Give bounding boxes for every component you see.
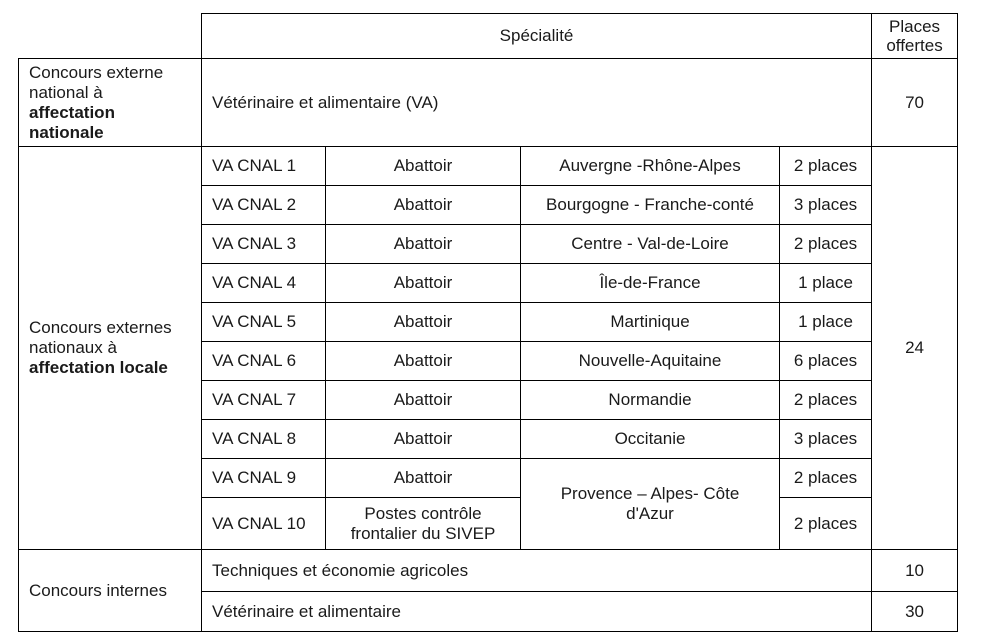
post-code: VA CNAL 3: [202, 225, 326, 264]
post-region: Martinique: [521, 303, 780, 342]
internal-label: Concours internes: [19, 550, 202, 632]
post-code: VA CNAL 4: [202, 264, 326, 303]
post-code: VA CNAL 10: [202, 498, 326, 550]
external-local-total-places: 24: [872, 147, 958, 550]
post-region: Nouvelle-Aquitaine: [521, 342, 780, 381]
post-region: Occitanie: [521, 420, 780, 459]
places-header: [872, 14, 958, 59]
shared-region-cell: [521, 459, 780, 550]
post-region: Bourgogne - Franche-conté: [521, 186, 780, 225]
post-region: Île-de-France: [521, 264, 780, 303]
shared-region-line1: Provence – Alpes- Côte: [560, 484, 740, 503]
post-places: 3 places: [780, 420, 872, 459]
internal-places: 10: [872, 550, 958, 592]
post-type: Abattoir: [326, 381, 521, 420]
post-code: VA CNAL 2: [202, 186, 326, 225]
external-local-label-line2: nationaux à: [29, 338, 117, 357]
post-places: 2 places: [780, 225, 872, 264]
external-national-label-bold1: affectation: [29, 102, 115, 122]
post-type: Abattoir: [326, 459, 521, 498]
external-national-row: [19, 59, 958, 147]
post-code: VA CNAL 8: [202, 420, 326, 459]
internal-row: [19, 550, 958, 592]
post-type: [326, 498, 521, 550]
internal-places: 30: [872, 592, 958, 632]
post-code: VA CNAL 5: [202, 303, 326, 342]
external-national-label-line1: Concours externe: [29, 62, 164, 82]
post-type: Abattoir: [326, 264, 521, 303]
post-places: 6 places: [780, 342, 872, 381]
post-places: 1 place: [780, 264, 872, 303]
places-header-line1: Places: [889, 17, 941, 36]
external-national-speciality: Vétérinaire et alimentaire (VA): [202, 59, 872, 147]
post-type: Abattoir: [326, 186, 521, 225]
external-national-label-bold2: nationale: [29, 122, 104, 142]
post-region: Auvergne -Rhône-Alpes: [521, 147, 780, 186]
post-type: Abattoir: [326, 303, 521, 342]
post-type: Abattoir: [326, 147, 521, 186]
external-local-label-bold: affectation locale: [29, 358, 168, 377]
post-places: 2 places: [780, 498, 872, 550]
post-code: VA CNAL 7: [202, 381, 326, 420]
post-code: VA CNAL 1: [202, 147, 326, 186]
post-type: Abattoir: [326, 225, 521, 264]
external-local-label-line1: Concours externes: [29, 318, 172, 337]
table-header-row: [19, 14, 958, 59]
internal-speciality: Techniques et économie agricoles: [202, 550, 872, 592]
speciality-header: Spécialité: [202, 14, 872, 59]
places-header-line2: offertes: [886, 36, 943, 55]
post-region: Normandie: [521, 381, 780, 420]
table-row: [19, 147, 958, 186]
post-places: 2 places: [780, 459, 872, 498]
post-type-line2: frontalier du SIVEP: [350, 523, 496, 543]
post-places: 3 places: [780, 186, 872, 225]
external-national-label: [19, 59, 202, 147]
internal-speciality: Vétérinaire et alimentaire: [202, 592, 872, 632]
recruitment-places-table: [18, 13, 958, 632]
post-places: 2 places: [780, 381, 872, 420]
external-national-places: 70: [872, 59, 958, 147]
external-national-label-line2: national à: [29, 82, 103, 102]
shared-region-line2: d'Azur: [626, 504, 674, 523]
post-type: Abattoir: [326, 342, 521, 381]
post-code: VA CNAL 6: [202, 342, 326, 381]
post-places: 2 places: [780, 147, 872, 186]
post-places: 1 place: [780, 303, 872, 342]
post-type: Abattoir: [326, 420, 521, 459]
post-region: Centre - Val-de-Loire: [521, 225, 780, 264]
post-type-line1: Postes contrôle: [364, 503, 482, 523]
header-empty-cell: [19, 14, 202, 59]
post-code: VA CNAL 9: [202, 459, 326, 498]
external-local-label: [19, 147, 202, 550]
